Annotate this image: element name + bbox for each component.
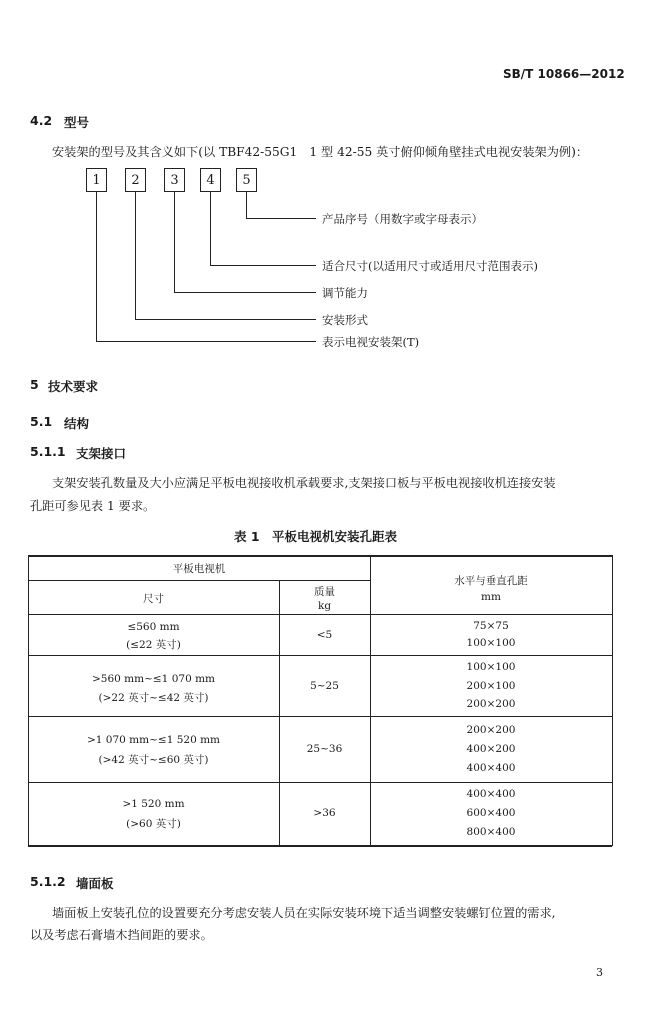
table-row-1-size: ≤560 mm	[127, 621, 180, 633]
table-row-2-size-inch: (>22 英寸~≤42 英寸)	[98, 692, 209, 704]
table-row-1-size-inch: (≤22 英寸)	[126, 639, 181, 651]
table-row-2-size: >560 mm~≤1 070 mm	[92, 673, 215, 685]
table-row-3-size-inch: (>42 英寸~≤60 英寸)	[98, 754, 209, 766]
table-row-divider-1	[28, 655, 612, 656]
table-row-3-mass: 25~36	[306, 743, 343, 755]
table-row-1-spacing-2: 100×100	[466, 637, 516, 649]
table-row-2-spacing-1: 100×100	[466, 661, 516, 673]
table-row-2-spacing-3: 200×200	[466, 698, 516, 710]
section-5-1-1-number: 5.1.1	[30, 444, 66, 459]
table-row-divider-3	[28, 782, 612, 783]
table-header-group: 平板电视机	[172, 563, 226, 575]
section-4-2-number: 4.2	[30, 113, 53, 128]
table-row-4-mass: >36	[313, 807, 336, 819]
section-5-1-2-number: 5.1.2	[30, 874, 66, 889]
leader-line-3	[174, 192, 175, 292]
model-box-3: 3	[164, 168, 185, 192]
table-header-bottom	[28, 614, 612, 615]
section-4-2-title: 型号	[64, 115, 90, 130]
section-5-1-2-paragraph-line1: 墙面板上安装孔位的设置要充分考虑安装人员在实际安装环境下适当调整安装螺钉位置的需求,	[52, 906, 556, 920]
section-4-2-intro: 安装架的型号及其含义如下(以 TBF42-55G1 1 型 42-55 英寸俯仰倾角壁挂式电视安装架为例)：	[52, 145, 589, 159]
table-header-mass-unit: kg	[317, 600, 332, 612]
leader-line-2	[135, 192, 136, 319]
document-number: SB/T 10866—2012	[503, 67, 625, 81]
section-5-1-title: 结构	[64, 416, 90, 431]
section-5-1-1-paragraph-line1: 支架安装孔数量及大小应满足平板电视接收机承载要求,支架接口板与平板电视接收机连接安装	[52, 476, 556, 490]
section-5-1-1-paragraph-line2: 孔距可参见表 1 要求。	[30, 499, 156, 513]
section-5-title: 技术要求	[48, 379, 99, 394]
label-product-serial: 产品序号（用数字或字母表示）	[322, 212, 483, 226]
table-group-divider	[28, 580, 370, 581]
leader-h-3	[174, 292, 316, 293]
section-5-1-2-paragraph-line2: 以及考虑石膏墙木挡间距的要求。	[30, 928, 213, 942]
table-row-1-mass: <5	[316, 629, 333, 641]
table-row-4-spacing-1: 400×400	[466, 788, 516, 800]
leader-line-1	[96, 192, 97, 341]
model-box-1: 1	[86, 168, 107, 192]
section-5-number: 5	[30, 377, 39, 392]
section-5-1-number: 5.1	[30, 414, 53, 429]
leader-line-4	[210, 192, 211, 265]
table-header-spacing-unit: mm	[481, 591, 501, 603]
section-5-1-2-title: 墙面板	[76, 876, 114, 891]
leader-line-5	[246, 192, 247, 218]
label-mount-type: 安装形式	[322, 313, 368, 327]
model-box-5: 5	[236, 168, 257, 192]
table-bottom-border	[28, 845, 612, 847]
leader-h-1	[96, 341, 316, 342]
table-row-4-spacing-2: 600×400	[466, 807, 516, 819]
table-row-3-size: >1 070 mm~≤1 520 mm	[86, 734, 220, 746]
leader-h-4	[210, 265, 316, 266]
table-header-mass: 质量	[314, 586, 335, 598]
page-number: 3	[596, 966, 603, 979]
table-row-3-spacing-2: 400×200	[466, 743, 516, 755]
leader-h-2	[135, 319, 316, 320]
table-row-2-mass: 5~25	[310, 680, 339, 692]
table-right-border	[612, 555, 613, 846]
table-row-2-spacing-2: 200×100	[466, 680, 516, 692]
table-row-1-spacing-1: 75×75	[473, 620, 509, 632]
leader-h-5	[246, 218, 316, 219]
table-header-spacing: 水平与垂直孔距	[454, 575, 528, 587]
table-1-caption: 表 1 平板电视机安装孔距表	[234, 529, 398, 544]
table-row-4-size-inch: (>60 英寸)	[126, 818, 181, 830]
label-adjust: 调节能力	[322, 286, 368, 300]
section-5-1-1-title: 支架接口	[76, 446, 127, 461]
table-row-3-spacing-1: 200×200	[466, 724, 516, 736]
table-row-3-spacing-3: 400×400	[466, 762, 516, 774]
model-box-4: 4	[200, 168, 221, 192]
table-row-divider-2	[28, 716, 612, 717]
table-top-border	[28, 555, 612, 557]
table-header-size: 尺寸	[143, 593, 164, 605]
label-size: 适合尺寸(以适用尺寸或适用尺寸范围表示)	[322, 259, 538, 273]
model-box-2: 2	[125, 168, 146, 192]
label-tv-mount: 表示电视安装架(T)	[322, 335, 420, 349]
table-row-4-spacing-3: 800×400	[466, 826, 516, 838]
table-row-4-size: >1 520 mm	[122, 798, 185, 810]
